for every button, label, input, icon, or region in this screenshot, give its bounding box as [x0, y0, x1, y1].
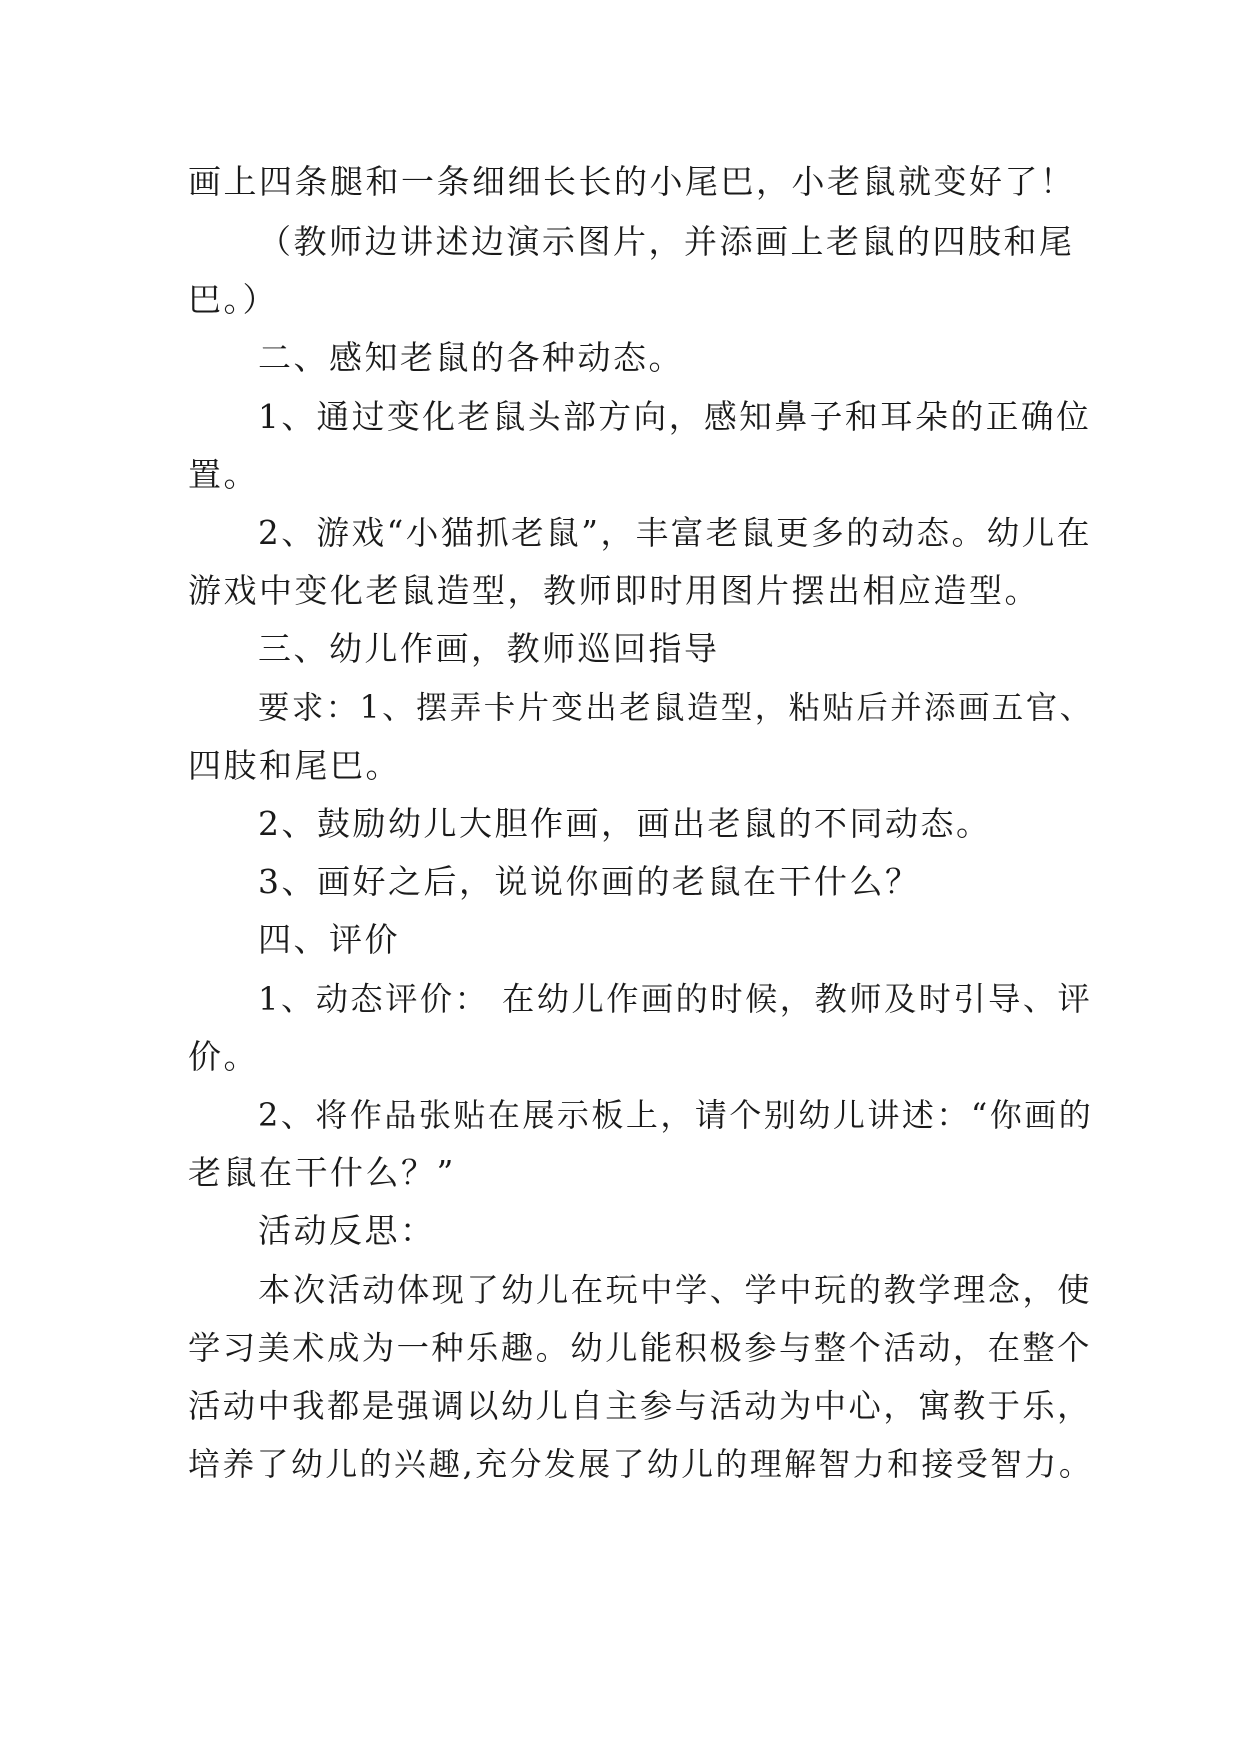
- text-line: 活动中我都是强调以幼儿自主参与活动为中心，寓教于乐，: [188, 1387, 1092, 1425]
- text-line: 1、通过变化老鼠头部方向，感知鼻子和耳朵的正确位: [258, 398, 1092, 436]
- text-line: 1、动态评价： 在幼儿作画的时候，教师及时引导、评: [258, 980, 1093, 1018]
- text-line: 三、幼儿作画，教师巡回指导: [258, 629, 720, 668]
- text-line: 游戏中变化老鼠造型，教师即时用图片摆出相应造型。: [188, 571, 1040, 610]
- text-line: 价。: [188, 1037, 259, 1076]
- text-line: 二、感知老鼠的各种动态。: [258, 338, 684, 377]
- text-line: 老鼠在干什么？”: [188, 1153, 456, 1192]
- text-line: 2、游戏“小猫抓老鼠”，丰富老鼠更多的动态。幼儿在: [258, 514, 1092, 552]
- text-line: 置。: [188, 455, 259, 494]
- text-line: 本次活动体现了幼儿在玩中学、学中玩的教学理念，使: [258, 1271, 1092, 1309]
- text-line: 2、鼓励幼儿大胆作画，画出老鼠的不同动态。: [258, 804, 992, 843]
- text-line: 学习美术成为一种乐趣。幼儿能积极参与整个活动，在整个: [188, 1329, 1092, 1367]
- text-line: 活动反思：: [258, 1211, 436, 1250]
- text-line: 巴。）: [188, 280, 278, 319]
- text-line: 要求：1、摆弄卡片变出老鼠造型，粘贴后并添画五官、: [258, 690, 1094, 726]
- text-line: 四、评价: [258, 920, 400, 959]
- text-line: 培养了幼儿的兴趣,充分发展了幼儿的理解智力和接受智力。: [188, 1445, 1094, 1483]
- text-line: 四肢和尾巴。: [188, 746, 401, 785]
- text-line: 3、画好之后，说说你画的老鼠在干什么？: [258, 862, 921, 901]
- text-line: （教师边讲述边演示图片，并添画上老鼠的四肢和尾: [258, 222, 1075, 261]
- text-line: 2、将作品张贴在展示板上，请个别幼儿讲述：“你画的: [258, 1096, 1094, 1134]
- text-line: 画上四条腿和一条细细长长的小尾巴，小老鼠就变好了！: [188, 162, 1076, 201]
